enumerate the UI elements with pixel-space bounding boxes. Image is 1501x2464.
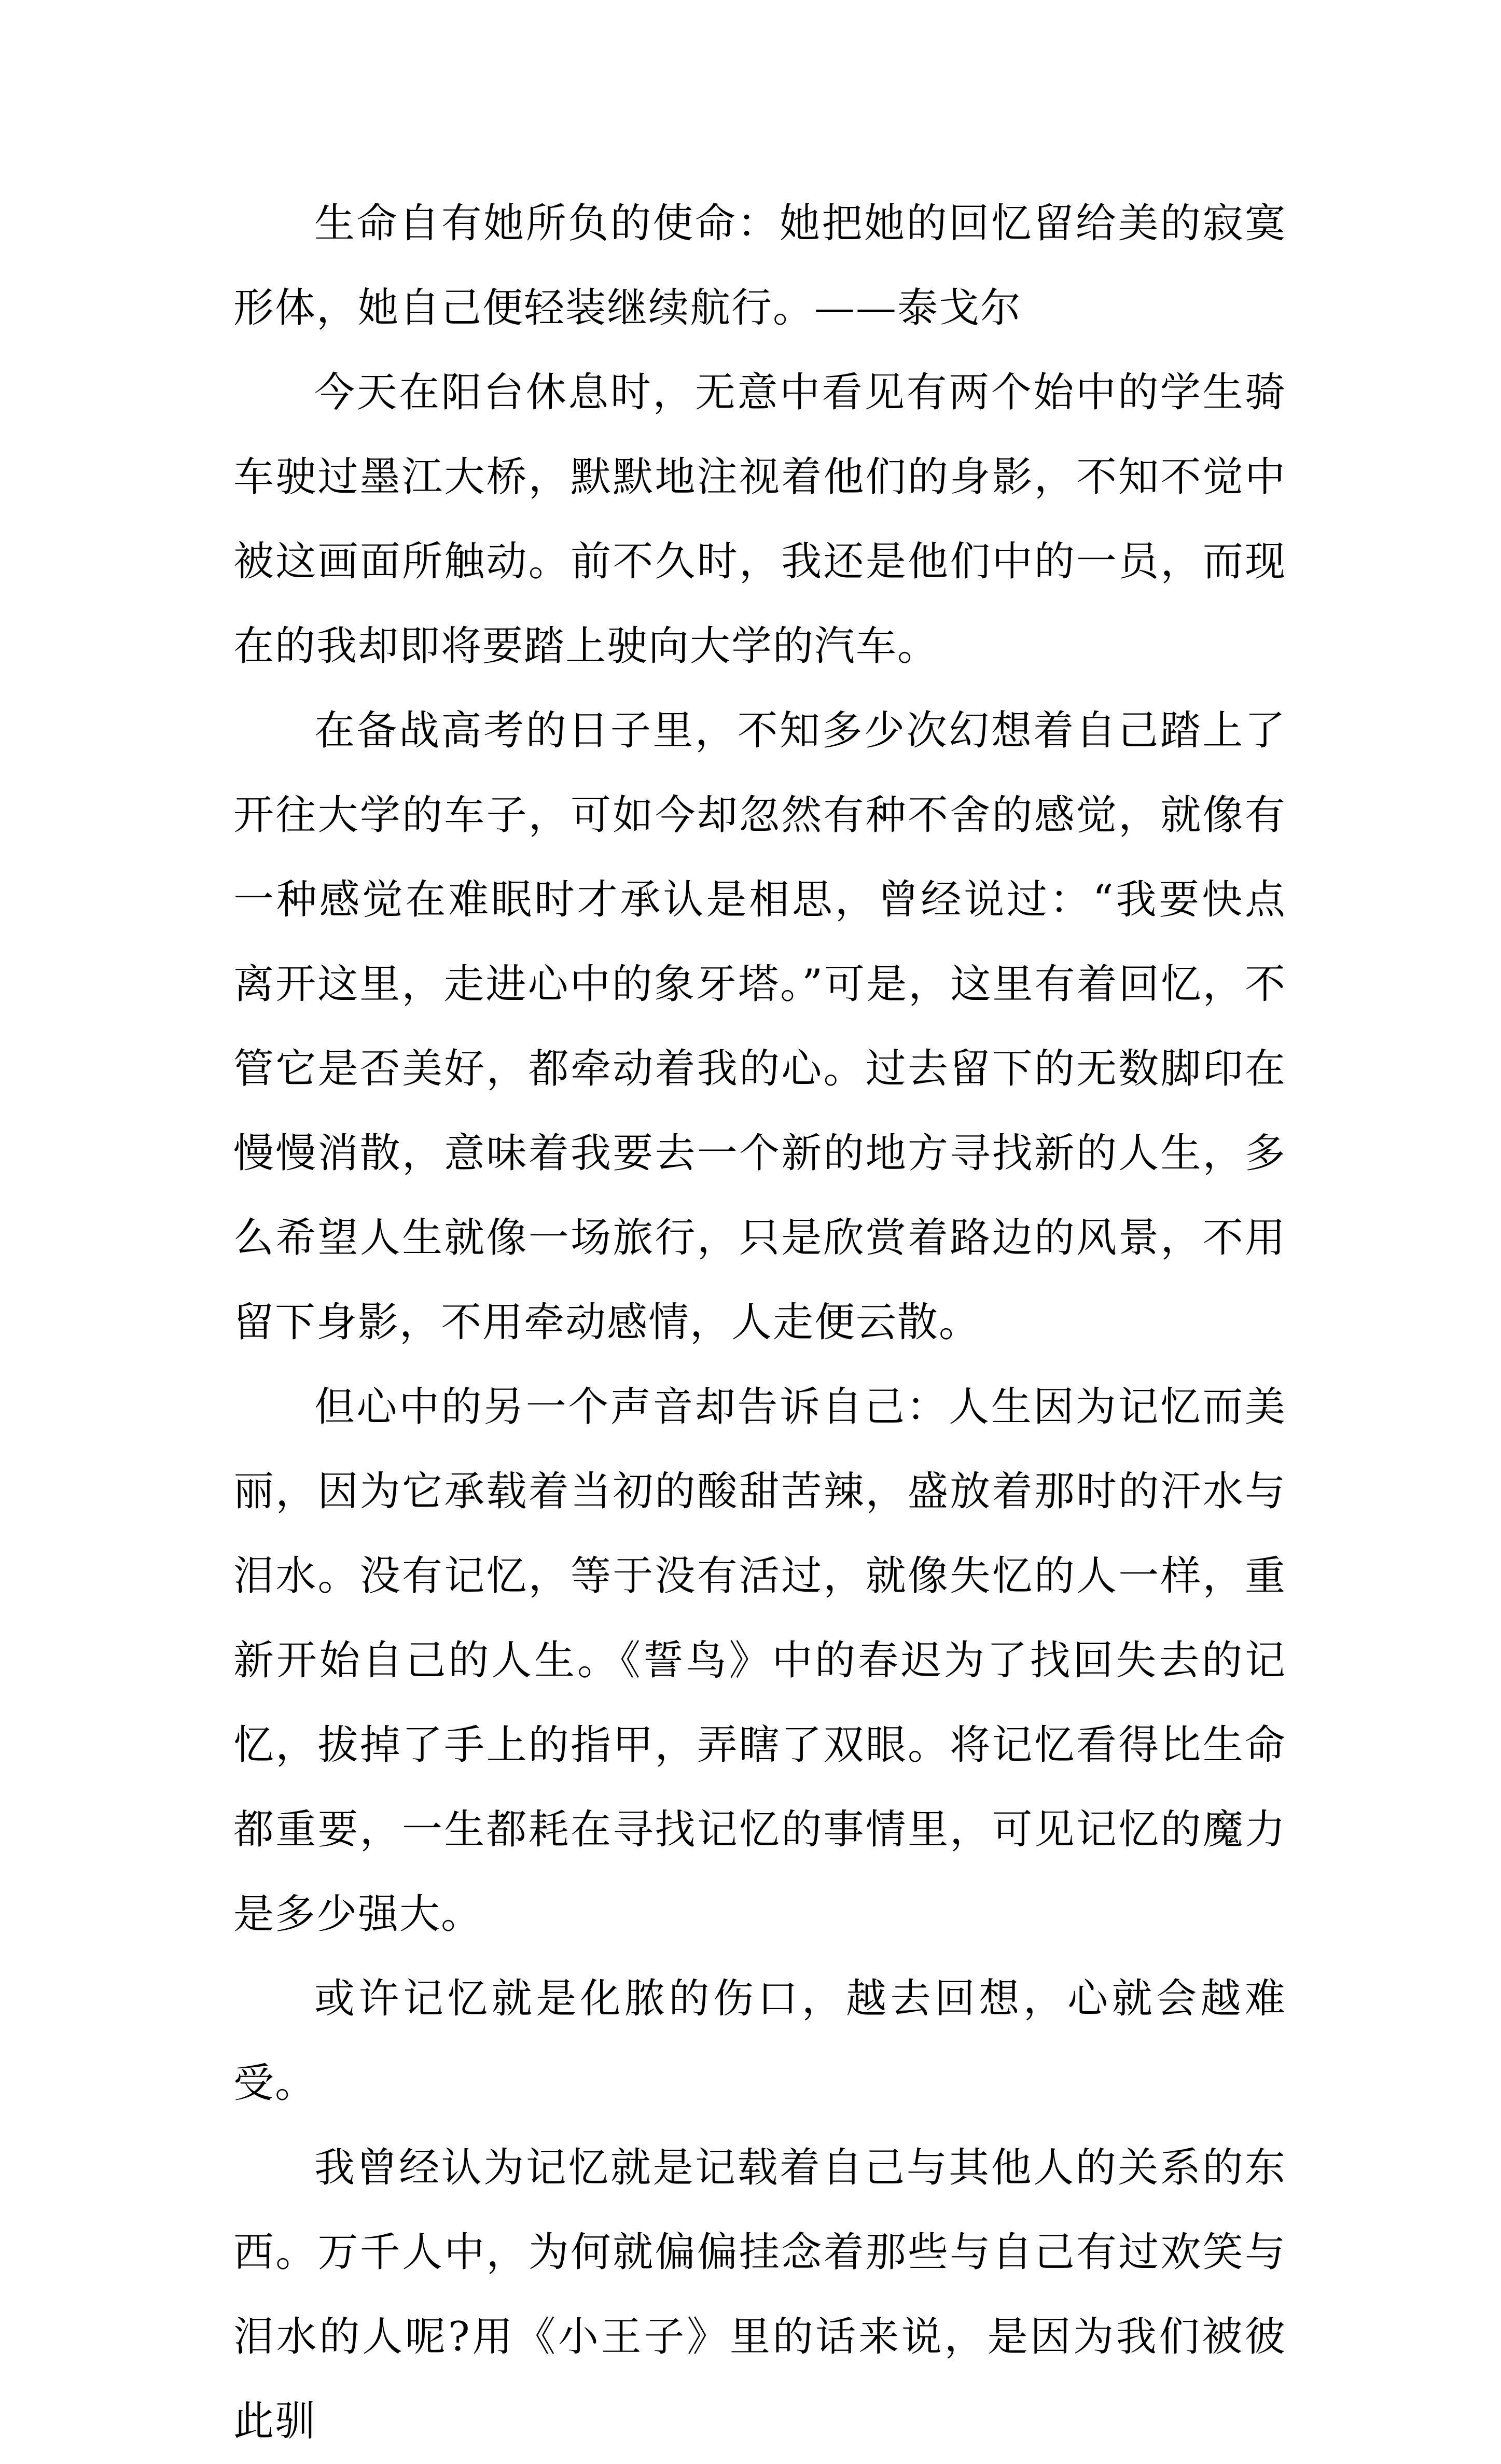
quote-paragraph: 生命自有她所负的使命：她把她的回忆留给美的寂寞形体，她自己便轻装继续航行。——泰戈尔 <box>233 200 1286 331</box>
paragraph-5: 我曾经认为记忆就是记载着自己与其他人的关系的东西。万千人中，为何就偏偏挂念着那些与自己有过欢笑与泪水的人呢?用《小王子》里的话来说，是因为我们被彼此驯 <box>233 2145 1286 2445</box>
paragraph-3: 但心中的另一个声音却告诉自己：人生因为记忆而美丽，因为它承载着当初的酸甜苦辣，盛放着那时的汗水与泪水。没有记忆，等于没有活过，就像失忆的人一样，重新开始自己的人生。《誓鸟》中的春迟为了找回失去的记忆，拔掉了手上的指甲，弄瞎了双眼。将记忆看得比生命都重要，一生都耗在寻找记忆的事情里，可见记忆的魔力是多少强大。 <box>233 1384 1286 1938</box>
paragraph-4: 或许记忆就是化脓的伤口，越去回想，心就会越难受。 <box>233 1975 1286 2107</box>
paragraph-2: 在备战高考的日子里，不知多少次幻想着自己踏上了开往大学的车子，可如今却忽然有种不舍的感觉，就像有一种感觉在难眠时才承认是相思，曾经说过：“我要快点离开这里，走进心中的象牙塔。”可是，这里有着回忆，不管它是否美好，都牵动着我的心。过去留下的无数脚印在慢慢消散，意味着我要去一个新的地方寻找新的人生，多么希望人生就像一场旅行，只是欣赏着路边的风景，不用留下身影，不用牵动感情，人走便云散。 <box>233 707 1286 1346</box>
document-body <box>233 182 1286 2464</box>
paragraph-1: 今天在阳台休息时，无意中看见有两个始中的学生骑车驶过墨江大桥，默默地注视着他们的身影，不知不觉中被这画面所触动。前不久时，我还是他们中的一员，而现在的我却即将要踏上驶向大学的汽车。 <box>233 369 1286 670</box>
